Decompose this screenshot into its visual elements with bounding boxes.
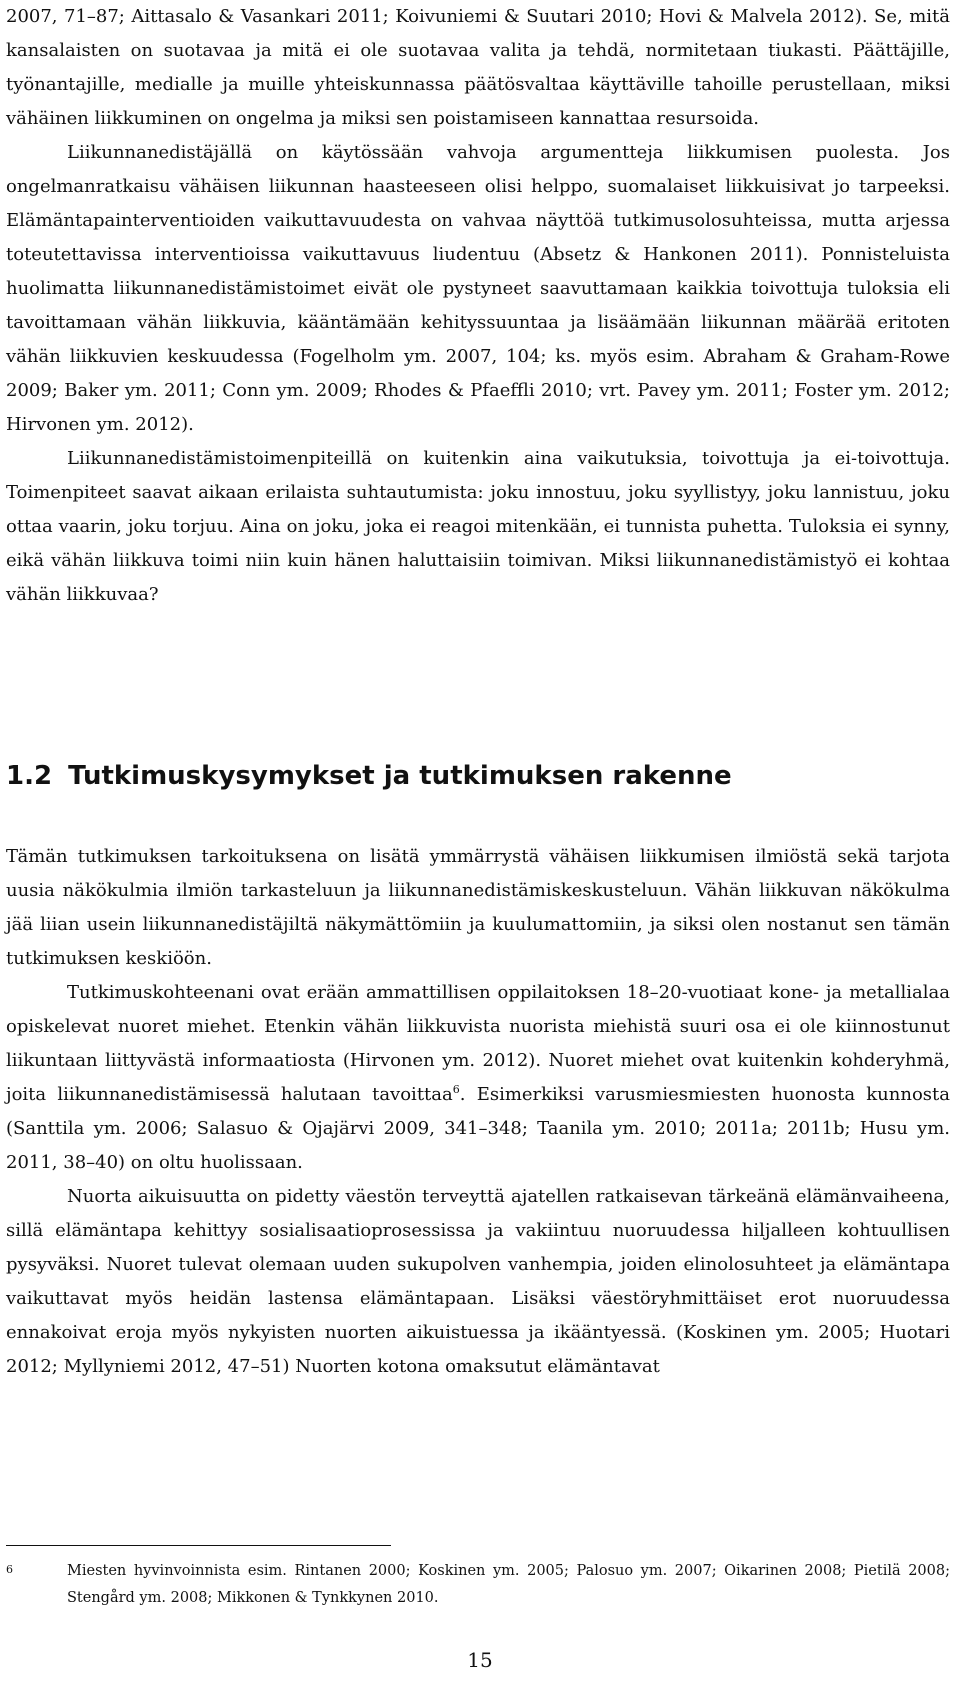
- footnote: [6, 1558, 950, 1612]
- page-number: 15: [467, 1648, 493, 1672]
- paragraph-tutkimuskohde-part1: Tutkimuskohteenani ovat erään ammattillisen oppilaitoksen 18–20-vuotiaat kone- ja metallialaa opiskelevat nuoret miehet. Etenkin vähän liikkuvista nuorista miehistä suuri osa ei ole kiinnostunut liikuntaan liittyvästä informaatiosta (Hirvonen ym. 2012). Nuoret miehet ovat kuitenkin kohderyhmä, joita liikunnanedistämisessä halutaan tavoittaa: [6, 982, 950, 1105]
- body-text-bottom: [6, 840, 950, 1384]
- paragraph-tutkimuskohde-part2: . Esimerkiksi varusmiesmiesten huonosta kunnosta (Santtila ym. 2006; Salasuo & Ojajärvi 2009, 341–348; Taanila ym. 2010; 2011a; 2011b; Husu ym. 2011, 38–40) on oltu huolissaan.: [6, 1084, 950, 1173]
- paragraph-continuation: 2007, 71–87; Aittasalo & Vasankari 2011; Koivuniemi & Suutari 2010; Hovi & Malvela 2012). Se, mitä kansalaisten on suotavaa ja mitä ei ole suotavaa valita ja tehdä, normitetaan tiukasti. Päättäjille, työnantajille, medialle ja muille yhteiskunnassa päätösvaltaa käyttäville tahoille perustellaan, miksi vähäinen liikkuminen on ongelma ja miksi sen poistamiseen kannattaa resursoida.: [6, 6, 950, 129]
- section-heading: [6, 756, 732, 796]
- paragraph-tutkimuskohde: [6, 976, 950, 1180]
- paragraph-nuori-aikuisuus: Nuorta aikuisuutta on pidetty väestön terveyttä ajatellen ratkaisevan tärkeänä elämänvaiheena, sillä elämäntapa kehittyy sosialisaatioprosessissa ja vakiintuu nuoruudessa hiljalleen kohtuullisen pysyväksi. Nuoret tulevat olemaan uuden sukupolven vanhempia, joiden elinolosuhteet ja elämäntapa vaikuttavat myös heidän lastensa elämäntapaan. Lisäksi väestöryhmittäiset erot nuoruudessa ennakoivat eroja myös nykyisten nuorten aikuistuessa ja ikääntyessä. (Koskinen ym. 2005; Huotari 2012; Myllyniemi 2012, 47–51) Nuorten kotona omaksutut elämäntavat: [6, 1186, 950, 1377]
- footnote-mark: 6: [6, 1563, 13, 1576]
- paragraph-vaikutukset: Liikunnanedistämistoimenpiteillä on kuitenkin aina vaikutuksia, toivottuja ja ei-toivottuja. Toimenpiteet saavat aikaan erilaista suhtautumista: joku innostuu, joku syyllistyy, joku lannistuu, joku ottaa vaarin, joku torjuu. Aina on joku, joka ei reagoi mitenkään, ei tunnista puhetta. Tuloksia ei synny, eikä vähän liikkuva toimi niin kuin hänen haluttaisiin toimivan. Miksi liikunnanedistämistyö ei kohtaa vähän liikkuvaa?: [6, 448, 950, 605]
- section-title: Tutkimuskysymykset ja tutkimuksen rakenne: [68, 761, 732, 791]
- footnote-divider: [6, 1545, 391, 1546]
- footnote-reference[interactable]: 6: [452, 1083, 460, 1096]
- paragraph-argumentit: Liikunnanedistäjällä on käytössään vahvoja argumentteja liikkumisen puolesta. Jos ongelmanratkaisu vähäisen liikunnan haasteeseen olisi helppo, suomalaiset liikkuisivat jo tarpeeksi. Elämäntapainterventioiden vaikuttavuudesta on vahvaa näyttöä tutkimusolosuhteissa, mutta arjessa toteutettavissa interventioissa vaikuttavuus liudentuu (Absetz & Hankonen 2011). Ponnisteluista huolimatta liikunnanedistämistoimet eivät ole pystyneet saavuttamaan kaikkia toivottuja tuloksia eli tavoittamaan vähän liikkuvia, kääntämään kehityssuuntaa ja lisäämään liikunnan määrää eritoten vähän liikkuvien keskuudessa (Fogelholm ym. 2007, 104; ks. myös esim. Abraham & Graham-Rowe 2009; Baker ym. 2011; Conn ym. 2009; Rhodes & Pfaeffli 2010; vrt. Pavey ym. 2011; Foster ym. 2012; Hirvonen ym. 2012).: [6, 142, 950, 435]
- body-text-top: [6, 0, 950, 612]
- paragraph-tarkoitus: Tämän tutkimuksen tarkoituksena on lisätä ymmärrystä vähäisen liikkumisen ilmiöstä sekä tarjota uusia näkökulmia ilmiön tarkasteluun ja liikunnanedistämiskeskusteluun. Vähän liikkuvan näkökulma jää liian usein liikunnanedistäjiltä näkymättömiin ja kuulumattomiin, ja siksi olen nostanut sen tämän tutkimuksen keskiöön.: [6, 846, 950, 969]
- section-number: 1.2: [6, 761, 53, 791]
- footnote-text: Miesten hyvinvoinnista esim. Rintanen 2000; Koskinen ym. 2005; Palosuo ym. 2007; Oikarinen 2008; Pietilä 2008; Stengård ym. 2008; Mikkonen & Tynkkynen 2010.: [67, 1563, 950, 1606]
